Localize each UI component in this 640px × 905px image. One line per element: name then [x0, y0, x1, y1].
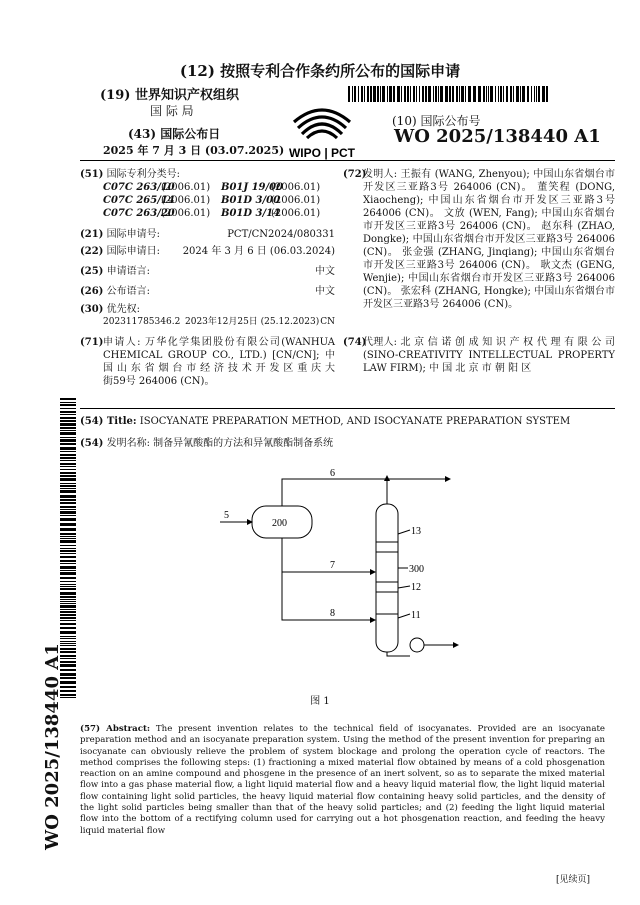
- label-6: 6: [330, 468, 335, 479]
- org-sub: 国 际 局: [150, 104, 194, 118]
- logo-text: WIPO | PCT: [288, 146, 356, 160]
- field-74: (74) 代理人: 北 京 信 诺 创 成 知 识 产 权 代 理 有 限 公 司 (SINO-CREATIVITY INTELLECTUAL PROPERTY LAW FIRM); 中 国 北 京 市 朝 阳 区: [343, 337, 615, 374]
- ipc-version: (2006.01): [161, 208, 211, 219]
- pub-no-label: (10) 国际公布号: [392, 114, 481, 128]
- field-72: (72) 发明人: 王振有 (WANG, Zhenyou); 中国山东省烟台市开发区三亚路3号 264006 (CN)。 董笑程 (DONG, Xiaocheng); 中国山东省烟台市开发区三亚路3号 264006 (CN)。 文放 (WEN, Fang); 中国山东省烟台市开发区三亚路3号 264006 (CN)。 赵东科 (ZHAO, Dongke); 中国山东省烟台市开发区三亚路3号 264006 (CN)。 张金强 (ZHANG, Jinqiang); 中国山东省烟台市开发区三亚路3号 264006 (CN)。 耿文杰 (GENG, Wenjie); 中国山东省烟台市开发区三亚路3号 264006 (CN)。 张宏科 (ZHANG, Hongke); 中国山东省烟台市开发区三亚路3号 264006 (CN)。: [343, 169, 615, 310]
- ipc-version: (2006.01): [271, 208, 321, 219]
- process-diagram: [200, 464, 480, 664]
- field-51: (51) 国际专利分类号:: [80, 169, 180, 180]
- label-200: 200: [272, 518, 287, 529]
- ipc-row: [103, 207, 333, 220]
- field-22: (22) 国际申请日: 2024 年 3 月 6 日 (06.03.2024): [80, 246, 335, 257]
- abstract: (57) Abstract: The present invention relates to the technical field of isocyanates. Provided are an isocyanate preparation method and an isocyanate preparation system. Using the method of the present invention for preparing an isocyanate can obviously relieve the problem of system blockage and prolong the operation cycle of reactors. The method comprises the following steps: (1) fractioning a mixed material flow obtained by means of a cold phosgenation reaction on an amine compound and phosgene in the presence of an inert solvent, so as to separate the mixed material flow into a gas phase material flow, a light liquid material flow and a heavy liquid material flow, the light liquid material flow containing light solid particles, the heavy liquid material flow containing heavy solid particles, and the density of the light solid particles being smaller than that of the heavy solid particles; and (2) feeding the light liquid material flow into the bottom of a rectifying column used for carrying out a hot phosgenation reaction, and feeding the heavy liquid material flow: [80, 724, 605, 836]
- label-13: 13: [411, 526, 421, 537]
- label-12: 12: [411, 582, 421, 593]
- ipc-code: C07C 263/20: [103, 208, 175, 219]
- label-5: 5: [224, 510, 229, 521]
- field-25: (25) 申请语言: 中文: [80, 266, 335, 277]
- field-30: (30) 优先权:: [80, 304, 140, 315]
- ipc-code: C07C 263/10: [103, 182, 175, 193]
- divider: [80, 160, 615, 161]
- bottom-pipe: [387, 652, 410, 656]
- pub-no: WO 2025/138440 A1: [394, 126, 601, 147]
- ipc-version: (2006.01): [161, 195, 211, 206]
- label-7: 7: [330, 560, 335, 571]
- title-cn: (54) 发明名称: 制备异氰酸酯的方法和异氰酸酯制备系统: [80, 438, 334, 449]
- ipc-table: [103, 181, 333, 220]
- title-en: (54) Title: ISOCYANATE PREPARATION METHOD, AND ISOCYANATE PREPARATION SYSTEM: [80, 416, 571, 427]
- divider: [80, 408, 615, 409]
- stream-7: [282, 538, 375, 572]
- pub-date: 2025 年 7 月 3 日 (03.07.2025): [103, 144, 285, 157]
- vertical-pub-no: WO 2025/138440 A1: [42, 643, 63, 850]
- ipc-code: B01J 19/00: [221, 182, 284, 193]
- continued-note: [见续页]: [556, 875, 591, 885]
- priority-row: 202311785346.2 2023年12月25日 (25.12.2023) CN: [103, 317, 335, 327]
- ipc-version: (2006.01): [161, 182, 211, 193]
- wipo-logo: [272, 94, 372, 164]
- field-71: (71) 申请人: 万华化学集团股份有限公司(WANHUA CHEMICAL GROUP CO., LTD.) [CN/CN]; 中 国 山 东 省 烟 台 市 经 济 技 术 开 发 区 重 庆 大 街59号 264006 (CN)。: [80, 337, 335, 387]
- stream-6: [282, 479, 450, 506]
- ipc-row: [103, 194, 333, 207]
- figure-caption: 图 1: [310, 696, 330, 707]
- stream-8: [282, 572, 375, 620]
- label-11: 11: [411, 610, 421, 621]
- pub-date-label: (43) 国际公布日: [128, 127, 221, 141]
- document-title: (12) 按照专利合作条约所公布的国际申请: [179, 62, 461, 80]
- ipc-version: (2006.01): [271, 182, 321, 193]
- ipc-version: (2006.01): [271, 195, 321, 206]
- ipc-code: C07C 265/14: [103, 195, 175, 206]
- barcode-top: [348, 86, 548, 102]
- label-300: 300: [409, 564, 424, 575]
- ipc-code: B01D 3/00: [221, 195, 281, 206]
- ipc-row: [103, 181, 333, 194]
- pump-icon: [410, 638, 424, 652]
- column-300: [376, 504, 398, 652]
- label-8: 8: [330, 608, 335, 619]
- org-name: (19) 世界知识产权组织: [100, 88, 239, 103]
- field-26: (26) 公布语言: 中文: [80, 286, 335, 297]
- ipc-code: B01D 3/14: [221, 208, 281, 219]
- field-21: (21) 国际申请号: PCT/CN2024/080331: [80, 229, 335, 240]
